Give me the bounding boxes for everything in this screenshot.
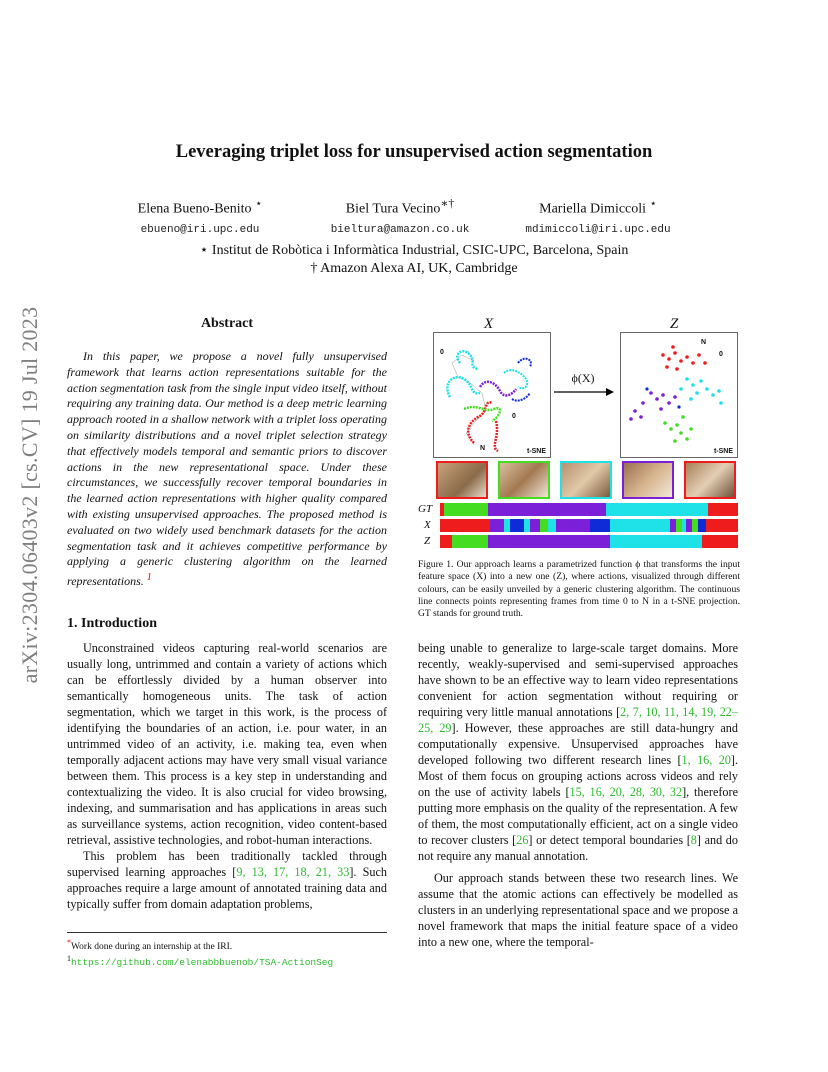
author-mark: ∗† (440, 197, 455, 210)
paper-title: Leveraging triplet loss for unsupervised action segmentation (175, 142, 653, 162)
citation-link[interactable]: 8 (690, 833, 697, 847)
point-label-end: N (480, 445, 486, 452)
transform-arrow-icon (552, 386, 616, 398)
footnote-1: *Work done during an internship at the IRI. (67, 938, 233, 953)
point-label-start: 0 (512, 413, 516, 420)
arxiv-stamp (10, 290, 50, 700)
author-mark: ⋆ (255, 197, 263, 210)
tsne-label: t-SNE (526, 448, 546, 455)
citation-link[interactable]: 26 (516, 833, 529, 847)
point-label-start: 0 (719, 351, 723, 358)
citation-link[interactable]: 9, 13, 17, 18, 21, 33 (236, 865, 350, 879)
author-1 (90, 196, 310, 236)
citation-link[interactable]: 15, 16, 20, 28, 30, 32 (569, 785, 683, 799)
paragraph: This problem has been traditionally tackled through supervised learning approaches [9, 13, 17, 18, 21, 33]. Such approaches require a large amount of annotated training data and typically suffer from domain adaptation problems, (67, 849, 388, 911)
affiliation-1: ⋆ Institut de Robòtica i Informàtica Industrial, CSIC-UPC, Barcelona, Spain (199, 243, 629, 258)
abstract-heading: Abstract (200, 316, 254, 331)
tsne-plot-x (433, 332, 551, 458)
section-heading: 1. Introduction (67, 616, 157, 631)
row-label-x: X (424, 519, 431, 531)
affiliation-2: † Amazon Alexa AI, UK, Cambridge (310, 261, 518, 276)
author-2 (290, 196, 510, 236)
paragraph: Our approach stands between these two research lines. We assume that the atomic actions can effectively be modelled as clusters in an underlying representational space and we propose a novel framework that maps the initial feature space of a video into a new one, where the temporal- (418, 871, 738, 949)
row-label-gt: GT (418, 503, 433, 515)
z-space-label: Z (670, 316, 679, 332)
tsne-scatter-x (434, 333, 550, 457)
figure-caption: Figure 1. Our approach learns a parametrized function ϕ that transforms the input feature space (X) into a new one (Z), where actions, visualized through different colours, can be easily unveiled by a generic clustering algorithm. The continuous line connects points representing frames from time 0 to N in a t-SNE projection. GT stands for ground truth. (418, 559, 740, 620)
author-name: Biel Tura Vecino (345, 201, 441, 217)
author-email: mdimiccoli@iri.upc.edu (525, 223, 671, 236)
right-column-body (418, 640, 738, 950)
abstract-body (67, 349, 387, 590)
point-label-end: N (701, 339, 707, 346)
arxiv-id: arXiv:2304.06403v2 [cs.CV] 19 Jul 2023 (17, 306, 42, 684)
author-email: ebueno@iri.upc.edu (140, 223, 260, 236)
paragraph: being unable to generalize to large-scale target domains. More recently, weakly-supervised and semi-supervised approaches have shown to be an effective way to learn video representations convenient for action segmentation without requiring or requiring very little manual annotations [2, 7, 10, 11, 14, 19, 22–25, 29]. However, these approaches are still data-hungry and computationally expensive. Unsupervised approaches have developed following two different research lines [1, 16, 20]. Most of them focus on grouping actions across videos and rely on the use of activity labels [15, 16, 20, 28, 30, 32], therefore putting more emphasis on the quality of the representation. A few of them, the most computationally efficient, act on a single video to recover clusters [26] or detect temporal boundaries [8] and do not require any manual annotation. (418, 641, 738, 863)
footnote-2: $^1$https://github.com/elenabbbuenob/TSA-ActionSeg (67, 954, 334, 969)
point-label-start: 0 (440, 349, 444, 356)
video-frame-thumbnail (684, 461, 736, 499)
x-space-label: X (484, 316, 494, 332)
video-frame-thumbnail (622, 461, 674, 499)
tsne-plot-z (620, 332, 738, 458)
footnote-ref[interactable]: 1 (146, 572, 152, 584)
video-frame-thumbnail (498, 461, 550, 499)
citation-link[interactable]: 2, 7, 10, 11, 14, 19, 22–25, 29 (418, 705, 738, 735)
author-email: bieltura@amazon.co.uk (330, 223, 470, 236)
tsne-label: t-SNE (713, 448, 733, 455)
paragraph: Unconstrained videos capturing real-world scenarios are usually long, untrimmed and contain a variety of actions which can be effortlessly divided by a human observer into semantically homogeneous units. The task of action segmentation, which we target in this work, is the process of identifying the boundaries of an action, i.e. pour water, in an untrimmed video of an activity, i.e. making tea, even when temporally adjacent actions may have very small visual variance between them. This process is a key step in understanding and contextualizing the video. It is also crucial for video browsing, indexing, and summarisation and has applications in areas such as surveillance systems, action recognition, video content-based retrieval, assistive technologies, and robot-human interactions. (67, 641, 387, 847)
row-label-z: Z (424, 535, 431, 547)
phi-label: ϕ(X) (571, 371, 595, 385)
author-mark: ⋆ (649, 197, 657, 210)
abstract-text: In this paper, we propose a novel fully unsupervised framework that learns action representations suitable for the action segmentation task from the single input video itself, without requiring any training data. Our method is a deep metric learning approach rooted in a shallow network with a triplet loss operating on similarity distributions and a novel triplet selection strategy that effectively models temporal and semantic priors to discover actions in the new representational space. Under these circumstances, we successfully recover temporal boundaries in the learned action representations with higher quality compared with existing unsupervised approaches. The proposed method is evaluated on two widely used benchmark datasets for the action segmentation task and it achieves competitive performance by applying a generic clustering algorithm on the learned representations. (67, 349, 387, 589)
author-name: Mariella Dimiccoli (539, 201, 647, 217)
video-frame-thumbnail (560, 461, 612, 499)
github-link[interactable]: https://github.com/elenabbbuenob/TSA-ActionSeg (70, 957, 334, 969)
footnotes (67, 932, 387, 969)
intro-body (67, 640, 387, 912)
citation-link[interactable]: 1, 16, 20 (681, 753, 731, 767)
author-name: Elena Bueno-Benito (137, 201, 252, 217)
segmentation-bars (440, 503, 738, 551)
author-3 (488, 196, 708, 236)
figure-1 (418, 316, 740, 556)
video-frame-thumbnail (436, 461, 488, 499)
